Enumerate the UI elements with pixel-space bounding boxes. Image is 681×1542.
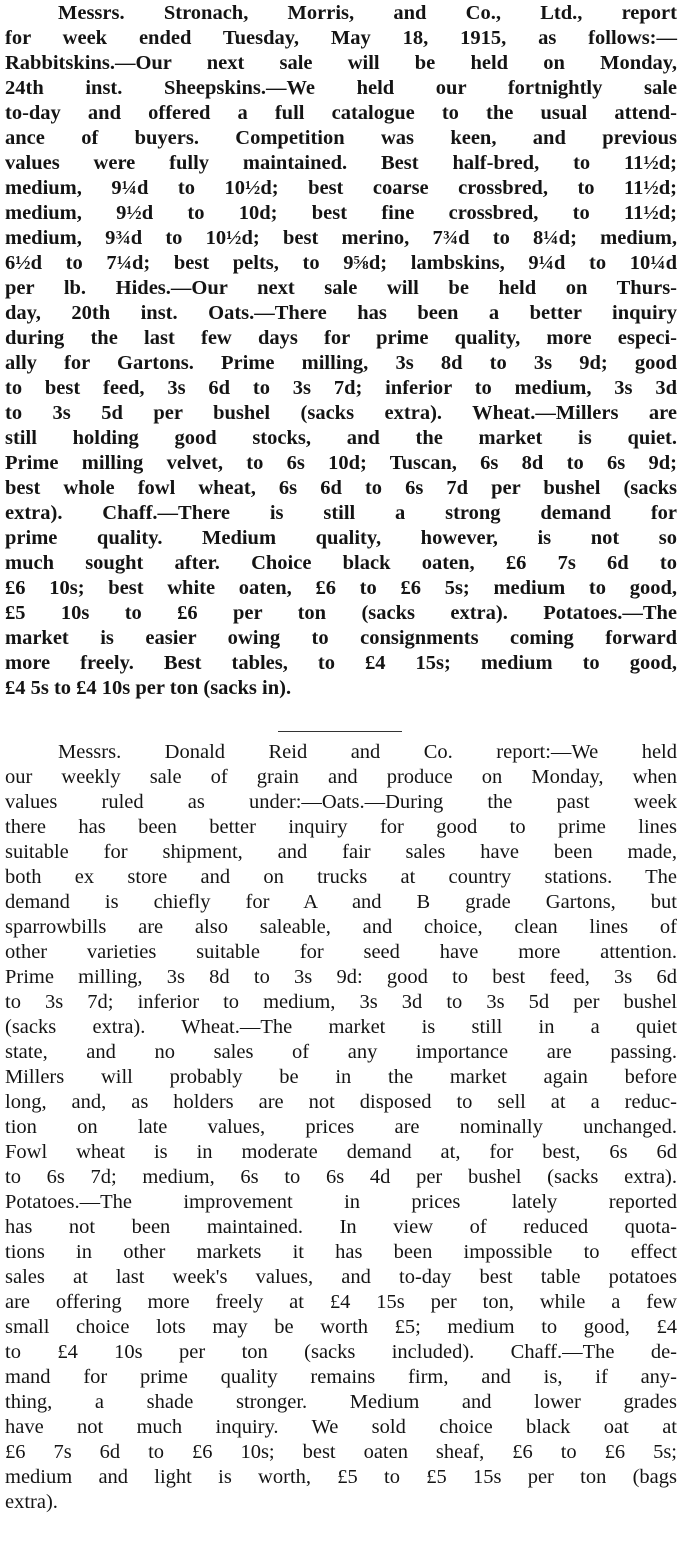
paragraph-line: sales at last week's values, and to-day best table potatoes: [5, 1266, 677, 1288]
paragraph-line: 6½d to 7¼d; best pelts, to 9⅝d; lambskins, 9¼d to 10¼d: [5, 252, 677, 274]
paragraph-line: both ex store and on trucks at country stations. The: [5, 866, 677, 888]
paragraph-line: our weekly sale of grain and produce on Monday, when: [5, 766, 677, 788]
paragraph-line: much sought after. Choice black oaten, £6 7s 6d to: [5, 552, 677, 574]
paragraph-line: £6 7s 6d to £6 10s; best oaten sheaf, £6 to £6 5s;: [5, 1441, 677, 1463]
paragraph-line: sparrowbills are also saleable, and choice, clean lines of: [5, 916, 677, 938]
paragraph-line: per lb. Hides.—Our next sale will be held on Thurs-: [5, 277, 677, 299]
paragraph-line: day, 20th inst. Oats.—There has been a better inquiry: [5, 302, 677, 324]
paragraph-line: to best feed, 3s 6d to 3s 7d; inferior to medium, 3s 3d: [5, 377, 677, 399]
paragraph-line: £6 10s; best white oaten, £6 to £6 5s; medium to good,: [5, 577, 677, 599]
paragraph-line: small choice lots may be worth £5; medium to good, £4: [5, 1316, 677, 1338]
paragraph-line: there has been better inquiry for good to prime lines: [5, 816, 677, 838]
paragraph-line: medium, 9½d to 10d; best fine crossbred, to 11½d;: [5, 202, 677, 224]
section-divider: [278, 731, 402, 732]
paragraph-line: tions in other markets it has been impossible to effect: [5, 1241, 677, 1263]
paragraph-line: prime quality. Medium quality, however, is not so: [5, 527, 677, 549]
paragraph-line: medium, 9¼d to 10½d; best coarse crossbred, to 11½d;: [5, 177, 677, 199]
paragraph-line: 24th inst. Sheepskins.—We held our fortnightly sale: [5, 77, 677, 99]
paragraph-line: market is easier owing to consignments coming forward: [5, 627, 677, 649]
paragraph-line: Millers will probably be in the market again before: [5, 1066, 677, 1088]
paragraph-line: values were fully maintained. Best half-bred, to 11½d;: [5, 152, 677, 174]
paragraph-line: have not much inquiry. We sold choice black oat at: [5, 1416, 677, 1438]
paragraph-line: to-day and offered a full catalogue to the usual attend-: [5, 102, 677, 124]
paragraph-line: mand for prime quality remains firm, and is, if any-: [5, 1366, 677, 1388]
paragraph-line: ance of buyers. Competition was keen, and previous: [5, 127, 677, 149]
paragraph-line: to 3s 7d; inferior to medium, 3s 3d to 3s 5d per bushel: [5, 991, 677, 1013]
paragraph-line: demand is chiefly for A and B grade Gartons, but: [5, 891, 677, 913]
paragraph-line: thing, a shade stronger. Medium and lower grades: [5, 1391, 677, 1413]
paragraph-line: to £4 10s per ton (sacks included). Chaff.—The de-: [5, 1341, 677, 1363]
paragraph-line: to 3s 5d per bushel (sacks extra). Wheat.—Millers are: [5, 402, 677, 424]
paragraph-line: medium and light is worth, £5 to £5 15s per ton (bags: [5, 1466, 677, 1488]
paragraph-line: Prime milling velvet, to 6s 10d; Tuscan, 6s 8d to 6s 9d;: [5, 452, 677, 474]
paragraph-line: Prime milling, 3s 8d to 3s 9d: good to best feed, 3s 6d: [5, 966, 677, 988]
paragraph-line: more freely. Best tables, to £4 15s; medium to good,: [5, 652, 677, 674]
paragraph-line: state, and no sales of any importance are passing.: [5, 1041, 677, 1063]
paragraph-line: tion on late values, prices are nominally unchanged.: [5, 1116, 677, 1138]
paragraph-line: has not been maintained. In view of reduced quota-: [5, 1216, 677, 1238]
paragraph-line: £5 10s to £6 per ton (sacks extra). Potatoes.—The: [5, 602, 677, 624]
paragraph-line: values ruled as under:—Oats.—During the past week: [5, 791, 677, 813]
paragraph-line: for week ended Tuesday, May 18, 1915, as follows:—: [5, 27, 677, 49]
paragraph-line: £4 5s to £4 10s per ton (sacks in).: [5, 677, 292, 699]
paragraph-line: best whole fowl wheat, 6s 6d to 6s 7d per bushel (sacks: [5, 477, 677, 499]
paragraph-line: long, and, as holders are not disposed to sell at a reduc-: [5, 1091, 677, 1113]
paragraph-line: ally for Gartons. Prime milling, 3s 8d to 3s 9d; good: [5, 352, 677, 374]
paragraph-line: (sacks extra). Wheat.—The market is still in a quiet: [5, 1016, 677, 1038]
paragraph-line: Messrs. Donald Reid and Co. report:—We held: [58, 741, 677, 763]
paragraph-line: Rabbitskins.—Our next sale will be held on Monday,: [5, 52, 677, 74]
paragraph-line: to 6s 7d; medium, 6s to 6s 4d per bushel (sacks extra).: [5, 1166, 677, 1188]
paragraph-line: medium, 9¾d to 10½d; best merino, 7¾d to 8¼d; medium,: [5, 227, 677, 249]
paragraph-line: Fowl wheat is in moderate demand at, for best, 6s 6d: [5, 1141, 677, 1163]
paragraph-line: during the last few days for prime quality, more especi-: [5, 327, 677, 349]
paragraph-line: other varieties suitable for seed have more attention.: [5, 941, 677, 963]
paragraph-line: are offering more freely at £4 15s per ton, while a few: [5, 1291, 677, 1313]
paragraph-line: Potatoes.—The improvement in prices lately reported: [5, 1191, 677, 1213]
paragraph-line: suitable for shipment, and fair sales have been made,: [5, 841, 677, 863]
paragraph-line: Messrs. Stronach, Morris, and Co., Ltd., report: [58, 2, 677, 24]
paragraph-line: extra). Chaff.—There is still a strong demand for: [5, 502, 677, 524]
paragraph-line: extra).: [5, 1491, 58, 1513]
paragraph-line: still holding good stocks, and the market is quiet.: [5, 427, 677, 449]
